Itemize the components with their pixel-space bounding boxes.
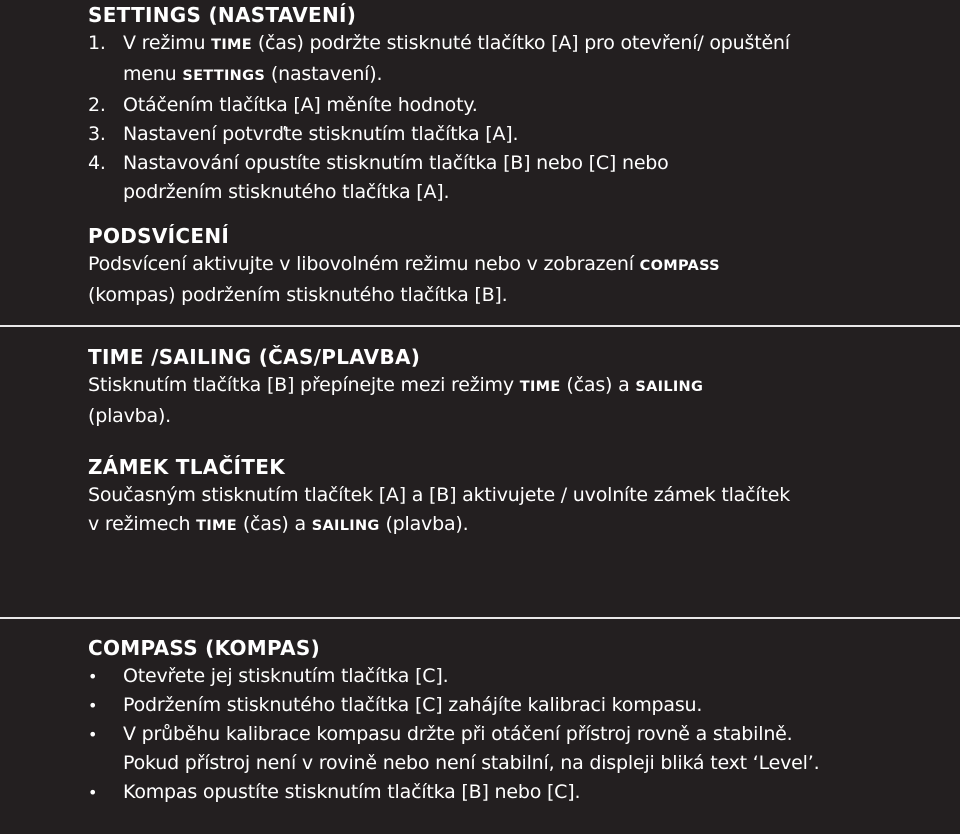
step-number: 1. bbox=[88, 32, 106, 54]
step-number: 3. bbox=[88, 123, 106, 145]
bullet-icon: • bbox=[88, 725, 98, 744]
time-sailing-section bbox=[88, 343, 778, 431]
settings-section bbox=[88, 1, 940, 207]
text-part: Současným stisknutím tlačítek [A] a [B] aktivujete / uvolníte zámek tlačítek v režimech bbox=[88, 484, 790, 535]
mode-name: TIME bbox=[519, 379, 561, 395]
settings-heading: SETTINGS (NASTAVENÍ) bbox=[88, 3, 357, 27]
compass-section bbox=[88, 634, 828, 807]
button-lock-heading: ZÁMEK TLAČÍTEK bbox=[88, 455, 285, 479]
section-divider bbox=[0, 325, 960, 327]
text-part: (plavba). bbox=[88, 405, 171, 427]
settings-step bbox=[88, 120, 940, 149]
step-text-part: (nastavení). bbox=[265, 63, 383, 85]
bullet-text: V průběhu kalibrace kompasu držte při otáčení přístroj rovně a stabilně. Pokud přístroj není v rovině nebo není stabilní, na displeji bliká text ‘Level’. bbox=[123, 723, 820, 774]
step-text: Otáčením tlačítka [A] měníte hodnoty. bbox=[123, 94, 478, 116]
step-text-part: (čas) podržte stisknuté tlačítko [A] pro otevření/ opuštění menu bbox=[123, 32, 790, 85]
backlight-section bbox=[88, 222, 788, 310]
compass-bullet-list bbox=[88, 662, 828, 807]
mode-name: TIME bbox=[196, 518, 237, 534]
compass-bullet-item bbox=[88, 778, 828, 807]
bullet-text: Kompas opustíte stisknutím tlačítka [B] nebo [C]. bbox=[123, 781, 581, 803]
mode-name: SETTINGS bbox=[182, 68, 266, 84]
settings-step bbox=[88, 29, 803, 91]
bullet-text: Podržením stisknutého tlačítka [C] zahájíte kalibraci kompasu. bbox=[123, 694, 703, 716]
compass-bullet-item bbox=[88, 691, 828, 720]
step-text: Nastavení potvrďte stisknutím tlačítka [A]. bbox=[123, 123, 519, 145]
mode-name: TIME bbox=[211, 37, 252, 53]
mode-name: SAILING bbox=[635, 379, 704, 395]
time-sailing-text bbox=[88, 371, 778, 431]
bullet-icon: • bbox=[88, 783, 98, 802]
bullet-icon: • bbox=[88, 667, 98, 686]
backlight-heading: PODSVÍCENÍ bbox=[88, 224, 230, 248]
bullet-text: Otevřete jej stisknutím tlačítka [C]. bbox=[123, 665, 449, 687]
text-part: (čas) a bbox=[236, 513, 312, 535]
text-part: (plavba). bbox=[379, 513, 469, 535]
text-part: (kompas) podržením stisknutého tlačítka [B]. bbox=[88, 284, 508, 306]
compass-bullet-item bbox=[88, 662, 828, 691]
compass-heading: COMPASS (KOMPAS) bbox=[88, 636, 321, 660]
button-lock-section bbox=[88, 453, 798, 541]
step-number: 4. bbox=[88, 152, 106, 174]
text-part: Podsvícení aktivujte v libovolném režimu nebo v zobrazení bbox=[88, 253, 640, 275]
section-divider bbox=[0, 617, 960, 619]
button-lock-text bbox=[88, 481, 798, 541]
bullet-icon: • bbox=[88, 696, 98, 715]
settings-step bbox=[88, 91, 940, 120]
step-number: 2. bbox=[88, 94, 106, 116]
compass-bullet-item bbox=[88, 720, 828, 778]
settings-step bbox=[88, 149, 763, 207]
step-text-part: V režimu bbox=[123, 32, 212, 54]
text-part: Stisknutím tlačítka [B] přepínejte mezi režimy bbox=[88, 374, 520, 396]
text-part: (čas) a bbox=[560, 374, 636, 396]
settings-steps-list bbox=[88, 29, 940, 207]
backlight-text bbox=[88, 250, 788, 310]
mode-name: COMPASS bbox=[639, 258, 720, 274]
step-text: Nastavování opustíte stisknutím tlačítka [B] nebo [C] nebo podržením stisknutého tlačítka [A]. bbox=[123, 152, 669, 203]
mode-name: SAILING bbox=[311, 518, 380, 534]
time-sailing-heading: TIME /SAILING (ČAS/PLAVBA) bbox=[88, 345, 421, 369]
